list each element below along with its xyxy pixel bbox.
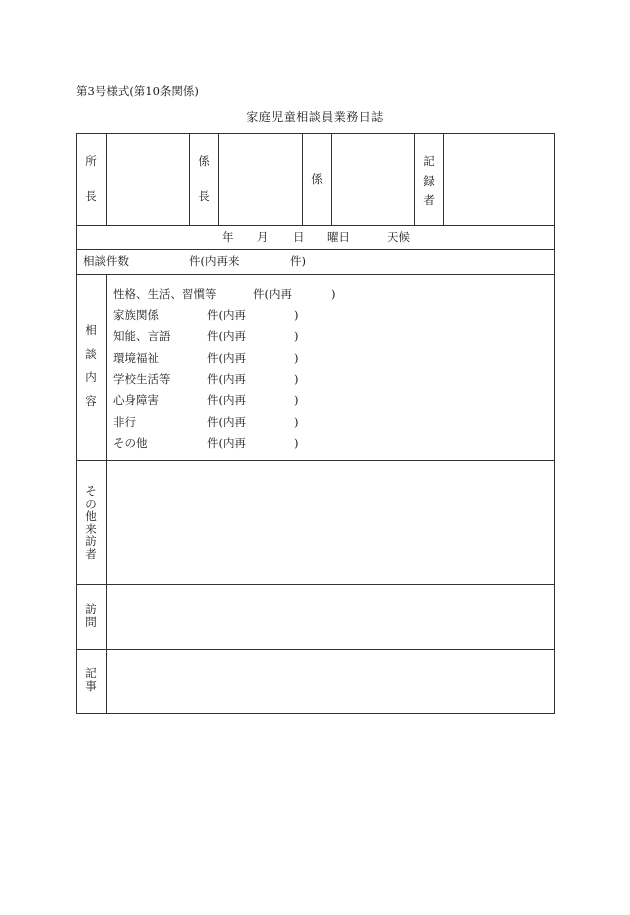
visit-label: 訪 問: [85, 602, 97, 629]
consultation-item-close: ): [294, 351, 299, 365]
consultation-item-close: ): [294, 308, 299, 322]
consultation-contents-label: 相 談 内 容: [85, 323, 97, 408]
approval-divider: [443, 133, 444, 225]
label-column-divider: [106, 274, 107, 714]
consultation-item-unit: 件(内再: [207, 308, 246, 322]
date-year: 年: [222, 230, 234, 244]
consultation-item-close: ): [294, 393, 299, 407]
date-day: 日: [293, 230, 305, 244]
revisit-count-unit: 件): [290, 254, 306, 268]
approval-divider: [331, 133, 332, 225]
consultation-item-name: 心身障害: [113, 393, 159, 407]
consultation-item-name: 性格、生活、習慣等: [113, 287, 217, 301]
consultation-item-name: 非行: [113, 415, 136, 429]
date-month: 月: [257, 230, 269, 244]
approval-divider: [218, 133, 219, 225]
row-divider-date: [76, 249, 555, 250]
consultation-item-unit: 件(内再: [207, 351, 246, 365]
consultation-item-unit: 件(内再: [207, 372, 246, 386]
consultation-item-unit: 件(内再: [207, 329, 246, 343]
consultation-count-label: 相談件数: [83, 254, 129, 268]
row-divider-other-visitors: [76, 584, 555, 585]
approval-divider: [106, 133, 107, 225]
approval-label-shochou: 所 長: [85, 154, 97, 203]
consultation-item-name: その他: [113, 436, 148, 450]
consultation-item-close: ): [294, 436, 299, 450]
row-divider-visit: [76, 649, 555, 650]
approval-label-kakari: 係: [311, 172, 323, 186]
row-divider-approval: [76, 225, 555, 226]
other-visitors-label: そ の 他 来 訪 者: [85, 484, 97, 561]
form-number: 第3号様式(第10条関係): [76, 84, 199, 98]
consultation-item-close: ): [331, 287, 336, 301]
journal-form-table: [76, 133, 555, 714]
consultation-item-unit: 件(内再: [207, 415, 246, 429]
approval-divider: [302, 133, 303, 225]
approval-label-kirokusha: 記 録 者: [423, 154, 435, 207]
consultation-item-unit: 件(内再: [253, 287, 292, 301]
date-weekday: 曜日: [327, 230, 350, 244]
document-title: 家庭児童相談員業務日誌: [246, 110, 384, 124]
consultation-item-name: 環境福祉: [113, 351, 159, 365]
consultation-item-close: ): [294, 415, 299, 429]
date-weather: 天候: [387, 230, 410, 244]
consultation-item-name: 家族関係: [113, 308, 159, 322]
approval-label-kakarichou: 係 長: [198, 154, 210, 203]
consultation-item-close: ): [294, 329, 299, 343]
consultation-item-unit: 件(内再: [207, 393, 246, 407]
row-divider-consultation: [76, 460, 555, 461]
notes-label: 記 事: [85, 666, 97, 693]
approval-divider: [189, 133, 190, 225]
consultation-item-name: 学校生活等: [113, 372, 171, 386]
consultation-item-unit: 件(内再: [207, 436, 246, 450]
consultation-item-name: 知能、言語: [113, 329, 171, 343]
consultation-count-unit: 件(内再来: [189, 254, 240, 268]
row-divider-count: [76, 274, 555, 275]
approval-divider: [414, 133, 415, 225]
consultation-item-close: ): [294, 372, 299, 386]
